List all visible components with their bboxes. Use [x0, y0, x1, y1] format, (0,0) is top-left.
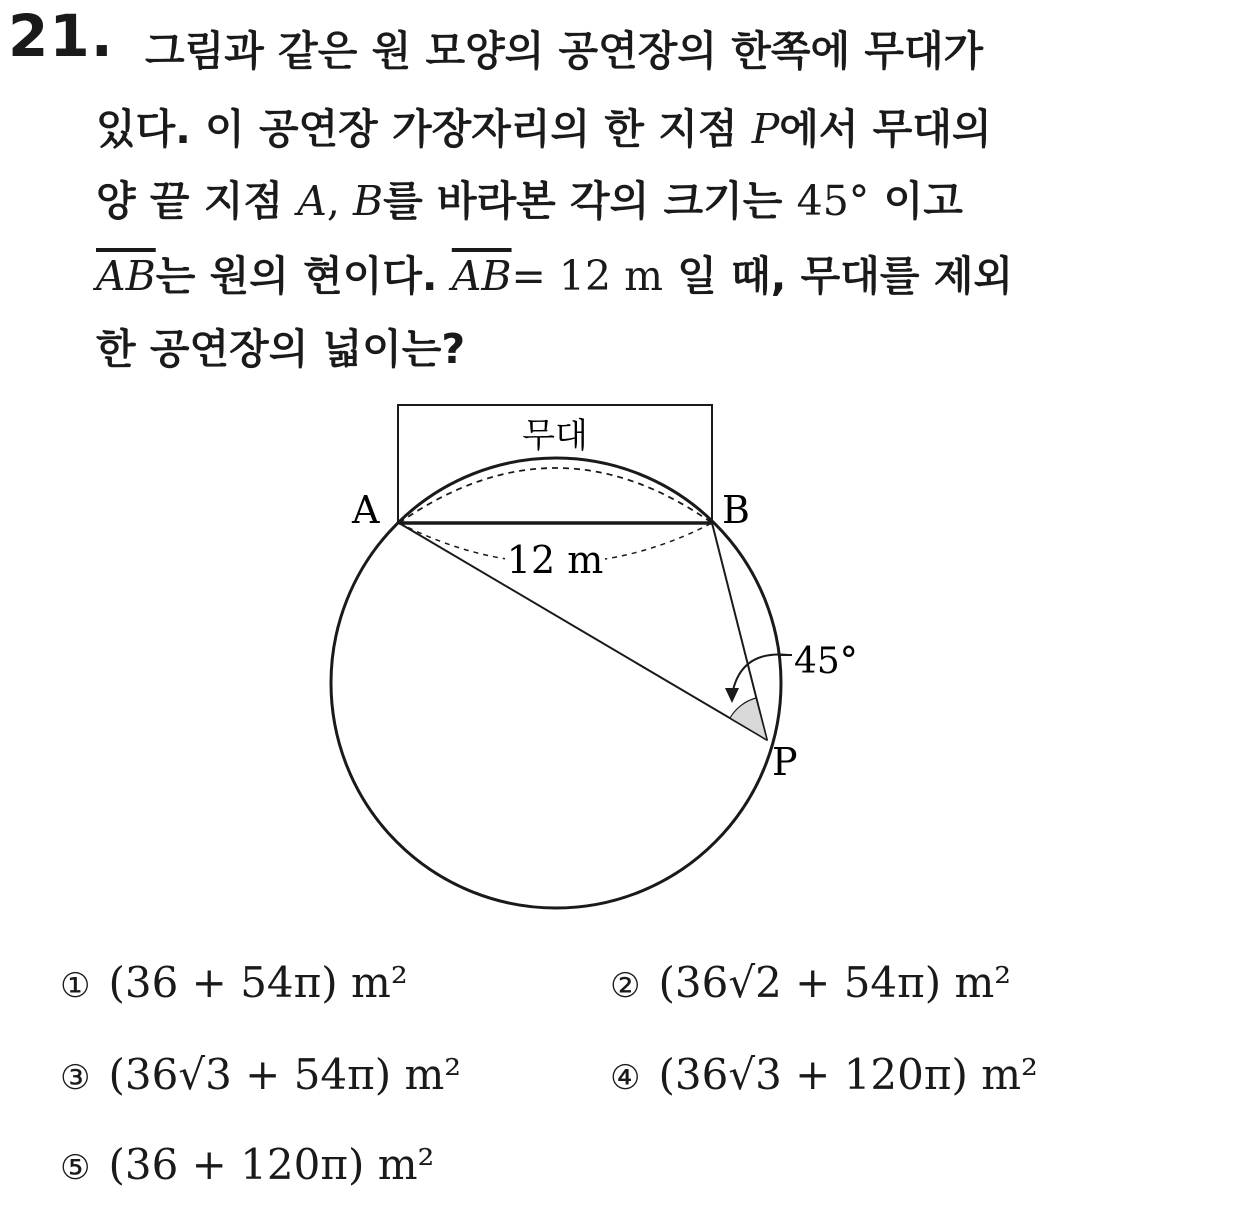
- question-line-2: [96, 96, 992, 155]
- point-p-variable: P: [751, 105, 780, 153]
- question-text: 에서 무대의: [779, 105, 992, 153]
- choice-text: (36√3 + 54π) m²: [108, 1050, 462, 1099]
- segment-ab: $\overline{AB}$: [96, 252, 156, 300]
- point-b-variable: B: [352, 177, 384, 225]
- choice-4[interactable]: [610, 1050, 1038, 1099]
- choice-1[interactable]: [60, 958, 408, 1007]
- question-text: 는 원의 현이다.: [155, 252, 452, 300]
- point-p-label: P: [772, 740, 798, 784]
- question-text: 를 바라본 각의 크기는: [383, 177, 797, 225]
- choice-text: (36 + 120π) m²: [108, 1140, 435, 1189]
- choice-2[interactable]: [610, 958, 1011, 1007]
- segment-ab: $\overline{AB}$: [451, 252, 512, 300]
- question-text: 이고: [869, 177, 963, 225]
- choice-text: (36 + 54π) m²: [108, 958, 408, 1007]
- question-line-5: 한 공연장의 넓이는?: [96, 325, 466, 373]
- arrow-head-icon: [725, 688, 739, 703]
- dashed-arc-top: [399, 468, 712, 523]
- point-b-label: B: [722, 488, 750, 532]
- angle-label: 45°: [794, 641, 858, 682]
- choice-marker: ①: [60, 966, 91, 1006]
- question-text: 양 끝 지점: [96, 177, 298, 225]
- choice-marker: ④: [610, 1058, 641, 1098]
- choice-marker: ⑤: [60, 1148, 91, 1188]
- angle-shading: [730, 698, 767, 740]
- angle-value: 45°: [796, 177, 870, 225]
- point-a-label: A: [352, 488, 380, 532]
- question-text: 일 때, 무대를 제외: [663, 252, 1013, 300]
- segment-length: = 12 m: [511, 252, 664, 300]
- question-number: 21.: [8, 2, 114, 70]
- question-line-3: [96, 168, 963, 227]
- choice-5[interactable]: [60, 1140, 434, 1189]
- choice-text: (36√3 + 120π) m²: [658, 1050, 1038, 1099]
- choice-3[interactable]: [60, 1050, 461, 1099]
- length-label: 12 m: [506, 538, 604, 582]
- question-line-4: [96, 243, 1013, 302]
- comma: ,: [326, 177, 353, 225]
- choice-marker: ②: [610, 966, 641, 1006]
- stage-figure: [300, 395, 860, 915]
- question-text: 있다. 이 공연장 가장자리의 한 지점: [96, 105, 752, 153]
- point-a-variable: A: [297, 177, 327, 225]
- question-line-1: 그림과 같은 원 모양의 공연장의 한쪽에 무대가: [145, 27, 984, 75]
- choice-marker: ③: [60, 1058, 91, 1098]
- choice-text: (36√2 + 54π) m²: [658, 958, 1012, 1007]
- stage-label: 무대: [522, 416, 588, 456]
